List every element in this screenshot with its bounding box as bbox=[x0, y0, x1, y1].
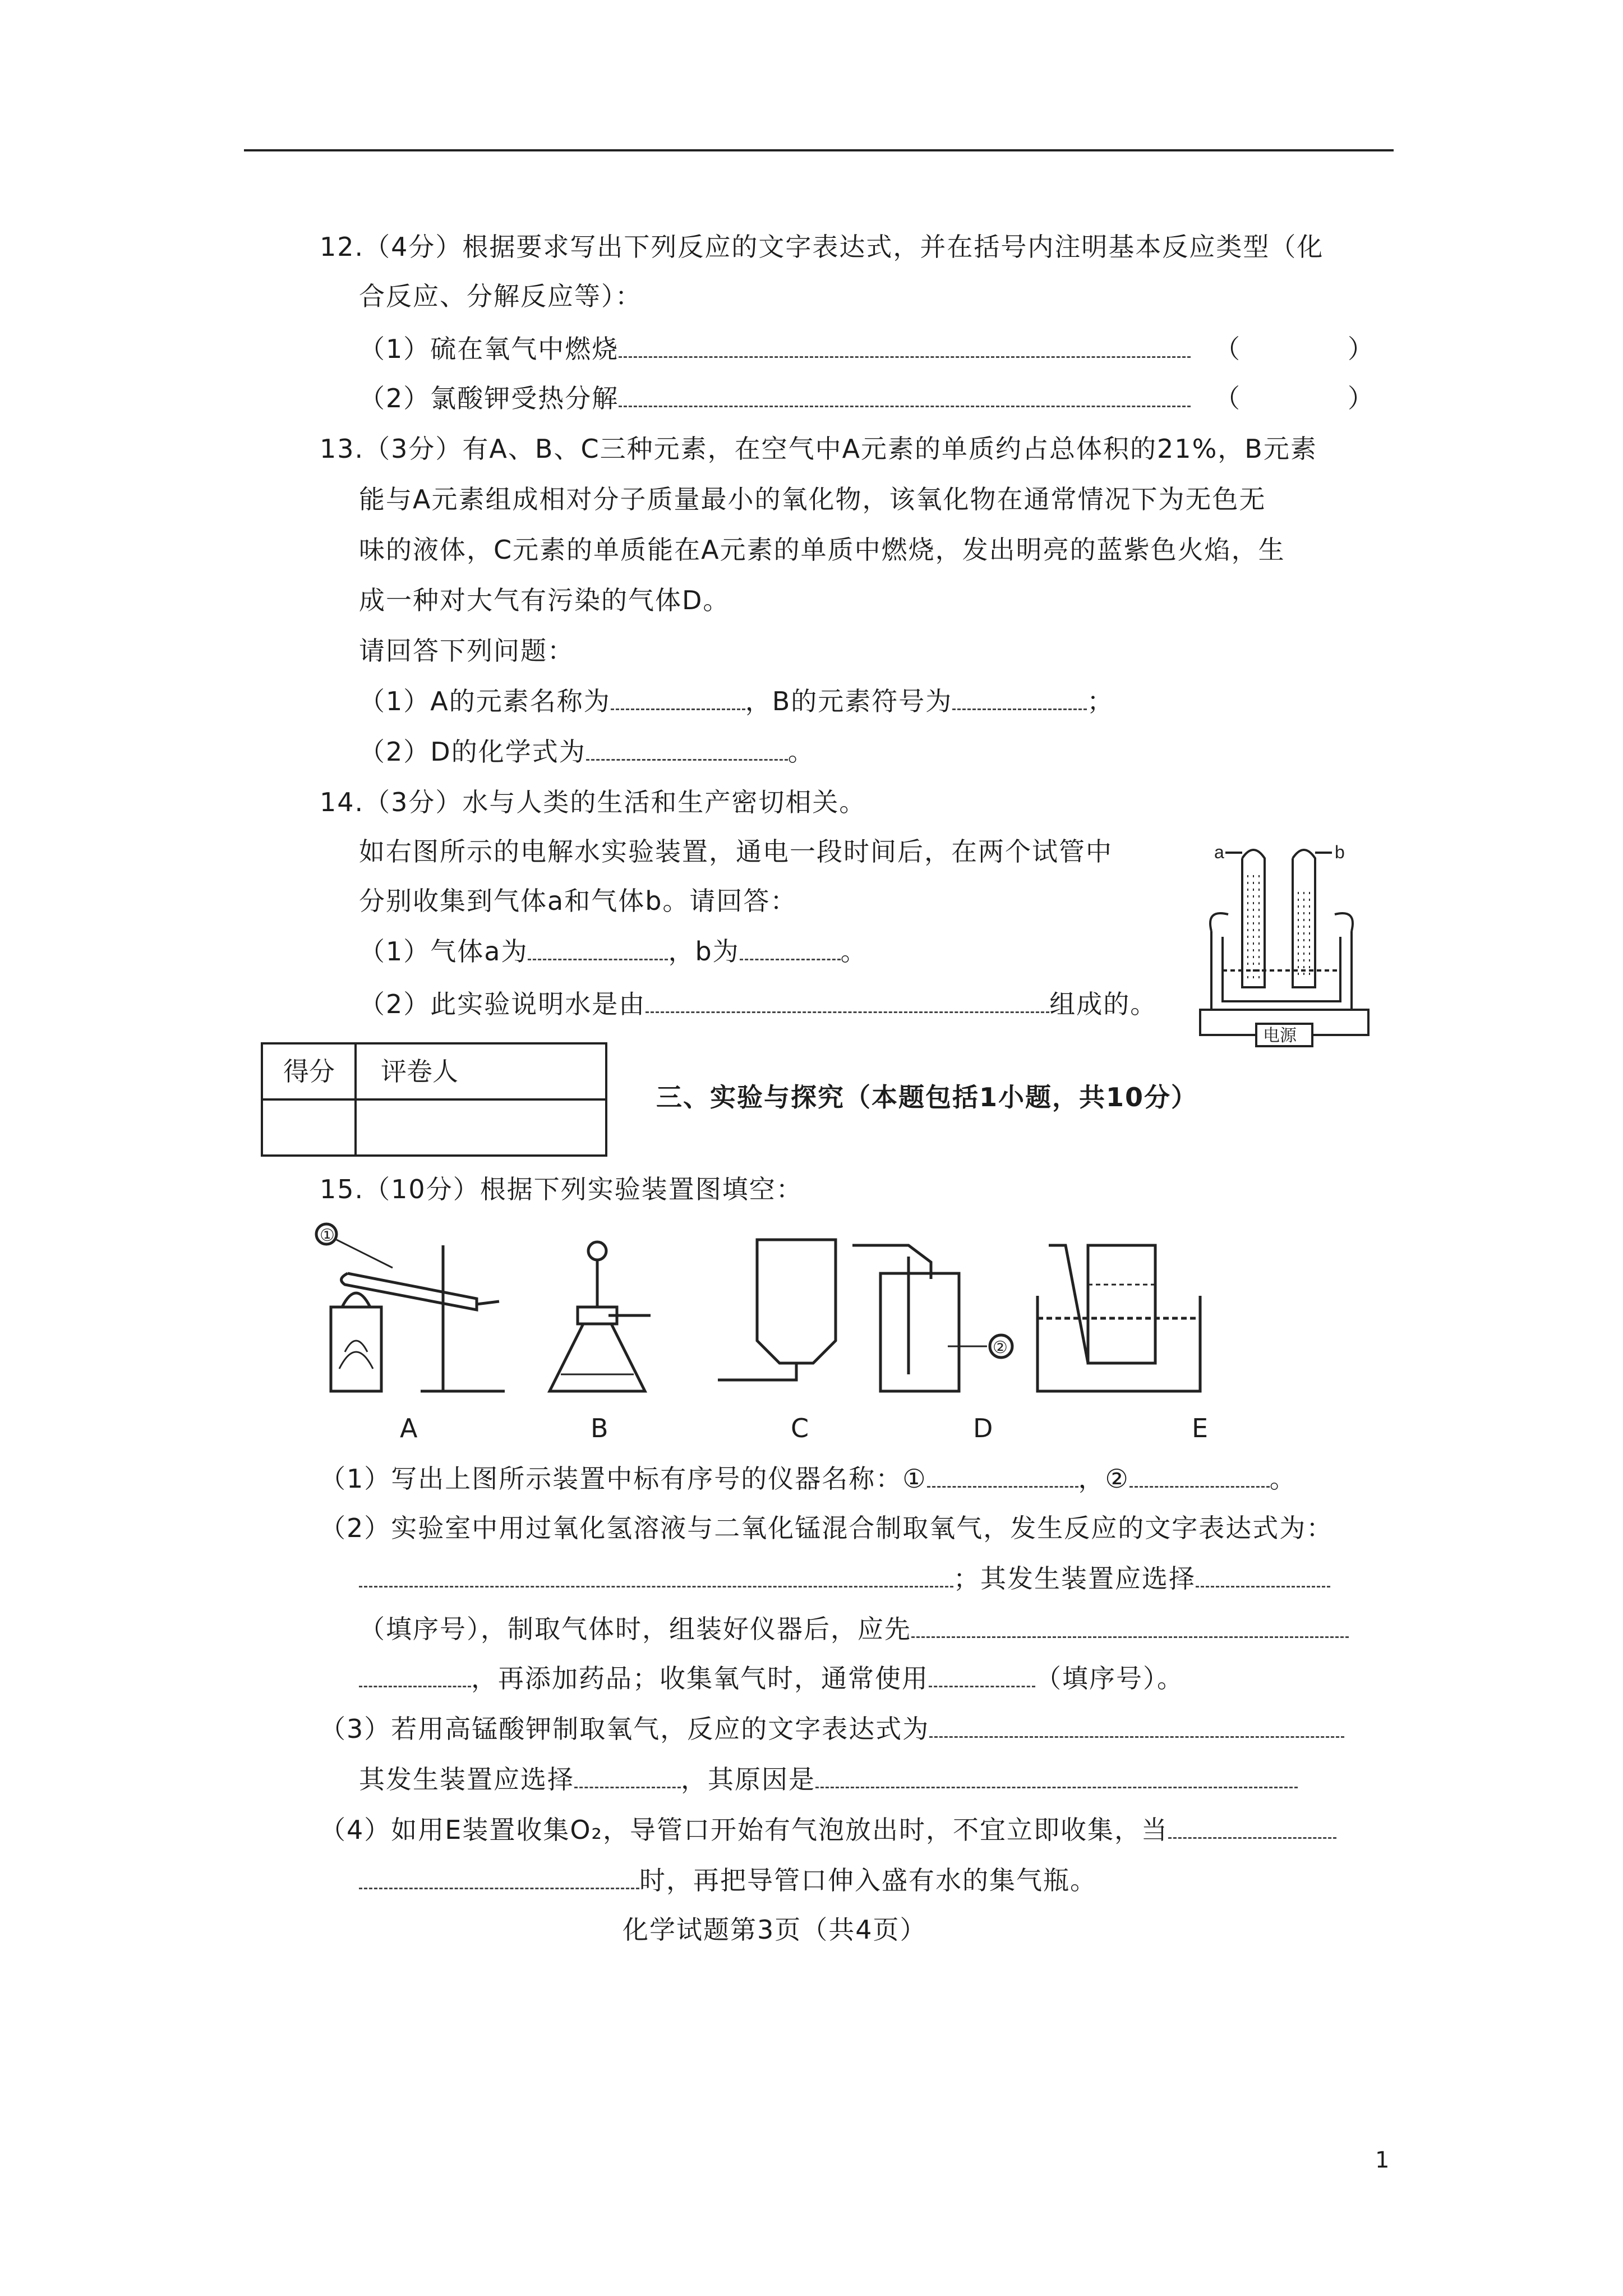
inverted-bottle bbox=[1088, 1245, 1155, 1363]
apparatus-e bbox=[1038, 1245, 1200, 1391]
q13-item2: （2）D的化学式为 。 bbox=[359, 737, 815, 767]
gas-bottle-d bbox=[880, 1273, 959, 1391]
wire-right bbox=[1312, 1010, 1368, 1035]
q15-item4-line2: 时，再把导管口伸入盛有水的集气瓶。 bbox=[359, 1864, 1097, 1897]
test-tube-a bbox=[1242, 850, 1265, 987]
gas-bottle-c bbox=[757, 1240, 836, 1363]
header-rule bbox=[244, 149, 1394, 151]
score-table bbox=[261, 1042, 607, 1157]
wire-right-top bbox=[1335, 913, 1353, 931]
q12-item2-blank[interactable] bbox=[619, 383, 1191, 407]
grader-header: 评卷人 bbox=[381, 1056, 458, 1087]
apparatus-d bbox=[852, 1245, 1012, 1391]
q12-item2 bbox=[359, 381, 1191, 415]
q12-line1: 12.（4分）根据要求写出下列反应的文字表达式，并在括号内注明基本反应类型（化 bbox=[320, 232, 1324, 262]
q13-d-formula-blank[interactable] bbox=[586, 737, 788, 761]
wire-left-top bbox=[1210, 913, 1228, 931]
q15-instrument1-blank[interactable] bbox=[927, 1464, 1078, 1488]
q12-item1-blank[interactable] bbox=[619, 334, 1191, 358]
page-footer: 化学试题第3页（共4页） bbox=[623, 1915, 927, 1945]
label-b: b bbox=[1335, 842, 1345, 862]
label-a: a bbox=[1214, 842, 1224, 862]
apparatus-label-a: A bbox=[400, 1413, 418, 1443]
q14-line1: 14.（3分）水与人类的生活和生产密切相关。 bbox=[320, 787, 866, 817]
q15-instrument2-blank[interactable] bbox=[1129, 1464, 1270, 1488]
apparatus-label-c: C bbox=[791, 1413, 809, 1443]
apparatus-label-b: B bbox=[591, 1413, 608, 1443]
q15-item2-line4: ，再添加药品；收集氧气时，通常使用 （填序号）。 bbox=[359, 1662, 1184, 1695]
q15-generator-choice-blank[interactable] bbox=[1196, 1563, 1330, 1588]
apparatus-label-e: E bbox=[1192, 1413, 1209, 1443]
q15-line1: 15.（10分）根据下列实验装置图填空： bbox=[320, 1174, 803, 1204]
wire-left bbox=[1200, 1010, 1256, 1035]
conical-flask bbox=[550, 1324, 645, 1391]
q12-item2-label: （2）氯酸钾受热分解 bbox=[359, 383, 619, 413]
lab-apparatus-figure bbox=[314, 1223, 1380, 1408]
q15-item3-line2: 其发生装置应选择 ，其原因是 bbox=[359, 1763, 1298, 1796]
q13-a-name-blank[interactable] bbox=[611, 686, 745, 710]
section3-title: 三、实验与探究（本题包括1小题，共10分） bbox=[656, 1082, 1198, 1112]
q12-item1-label: （1）硫在氧气中燃烧 bbox=[359, 334, 619, 364]
tube-a-contents bbox=[1248, 875, 1259, 979]
q15-reason-blank[interactable] bbox=[815, 1764, 1298, 1788]
q15-first-step-blank[interactable] bbox=[911, 1614, 1349, 1638]
q14-item2: （2）此实验说明水是由 组成的。 bbox=[359, 989, 1158, 1019]
q15-item3-line1: （3）若用高锰酸钾制取氧气，反应的文字表达式为 bbox=[320, 1712, 1344, 1746]
apparatus-a bbox=[316, 1224, 505, 1391]
q15-collect-choice-blank[interactable] bbox=[929, 1663, 1035, 1687]
q14-item1: （1）气体a为 ，b为 。 bbox=[359, 936, 868, 967]
q15-h2o2-equation-blank[interactable] bbox=[359, 1563, 953, 1588]
apparatus-b bbox=[550, 1242, 651, 1391]
q15-collect-timing-blank-cont[interactable] bbox=[359, 1865, 639, 1889]
marker-1: ① bbox=[320, 1226, 335, 1245]
q15-item2-line3: （填序号），制取气体时，组装好仪器后，应先 bbox=[359, 1612, 1349, 1646]
q15-kmno4-generator-blank[interactable] bbox=[574, 1764, 681, 1788]
q13-line2: 能与A元素组成相对分子质量最小的氧化物，该氧化物在通常情况下为无色无 bbox=[359, 484, 1266, 514]
q13-line3: 味的液体，C元素的单质能在A元素的单质中燃烧，发出明亮的蓝紫色火焰，生 bbox=[359, 535, 1285, 565]
q15-first-step-blank-cont[interactable] bbox=[359, 1663, 471, 1687]
q14-line2: 如右图所示的电解水实验装置，通电一段时间后，在两个试管中 bbox=[359, 836, 1113, 867]
apparatus-c bbox=[718, 1240, 836, 1380]
tube-b-contents bbox=[1298, 892, 1310, 979]
q15-item1: （1）写出上图所示装置中标有序号的仪器名称：① ，② 。 bbox=[320, 1464, 1297, 1494]
water-trough bbox=[1038, 1296, 1200, 1391]
q12-item1 bbox=[359, 332, 1191, 366]
q14-composition-blank[interactable] bbox=[645, 989, 1049, 1013]
beaker-inner bbox=[1223, 937, 1340, 1001]
q15-collect-timing-blank[interactable] bbox=[1168, 1815, 1336, 1839]
q13-b-symbol-blank[interactable] bbox=[952, 686, 1087, 710]
q14-gas-a-blank[interactable] bbox=[528, 936, 668, 960]
q15-item2-line2: ；其发生装置应选择 bbox=[359, 1562, 1330, 1595]
alcohol-lamp bbox=[331, 1307, 381, 1391]
power-source-label: 电源 bbox=[1263, 1026, 1297, 1046]
q15-kmno4-equation-blank[interactable] bbox=[929, 1714, 1344, 1738]
q14-gas-b-blank[interactable] bbox=[740, 936, 841, 960]
q13-line1: 13.（3分）有A、B、C三种元素，在空气中A元素的单质约占总体积的21%，B元素 bbox=[320, 434, 1317, 464]
delivery-tube bbox=[1049, 1245, 1088, 1363]
marker-2: ② bbox=[993, 1338, 1008, 1358]
q13-line5: 请回答下列问题： bbox=[359, 636, 574, 666]
test-tube-a bbox=[342, 1273, 477, 1310]
q13-item1: （1）A的元素名称为 ，B的元素符号为 ； bbox=[359, 686, 1114, 716]
q12-line2: 合反应、分解反应等）： bbox=[359, 281, 642, 311]
q15-item2-line1: （2）实验室中用过氧化氢溶液与二氧化锰混合制取氧气，发生反应的文字表达式为： bbox=[320, 1513, 1334, 1543]
apparatus-label-d: D bbox=[973, 1413, 993, 1443]
page-number: 1 bbox=[1375, 2147, 1390, 2173]
q13-line4: 成一种对大气有污染的气体D。 bbox=[359, 585, 730, 615]
q12-item1-paren: （ ） bbox=[1214, 334, 1375, 364]
q15-item4-line1: （4）如用E装置收集O₂，导管口开始有气泡放出时，不宜立即收集，当 bbox=[320, 1813, 1336, 1847]
q12-item2-paren: （ ） bbox=[1214, 383, 1375, 413]
score-header: 得分 bbox=[283, 1056, 335, 1087]
q14-line3: 分别收集到气体a和气体b。请回答： bbox=[359, 886, 797, 916]
electrolysis-apparatus-figure bbox=[1195, 836, 1380, 1049]
